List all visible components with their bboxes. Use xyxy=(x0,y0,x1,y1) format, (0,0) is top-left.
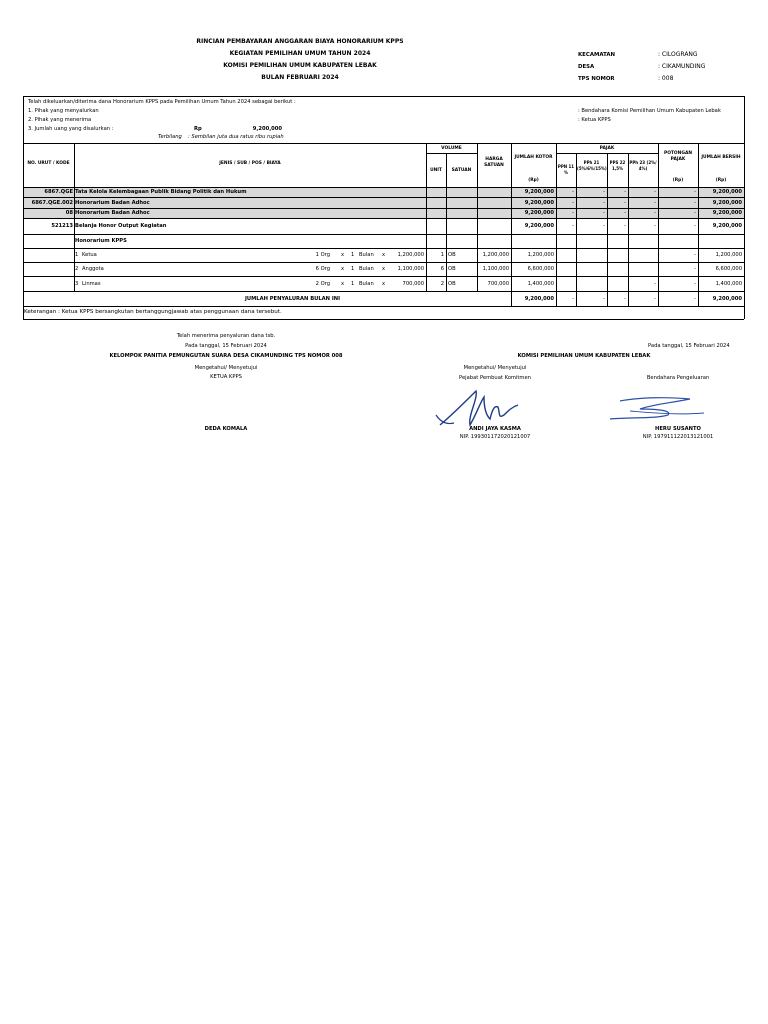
row-pph23: - xyxy=(654,223,656,229)
sub-heading: Honorarium KPPS xyxy=(75,238,127,244)
col-header-jenis: JENIS / SUB / POS / BIAYA xyxy=(219,161,281,166)
detail-bersih: 6,600,000 xyxy=(715,266,742,272)
doc-title-line-4: BULAN FEBRUARI 2024 xyxy=(261,74,339,81)
detail-no: 2 xyxy=(75,266,79,272)
row-pph23: - xyxy=(654,210,656,216)
col-header-volume: VOLUME xyxy=(441,146,462,151)
detail-bulan: Bulan xyxy=(359,281,374,287)
col-header-no: NO. URUT / KODE xyxy=(27,161,70,166)
doc-title-line-1: RINCIAN PEMBAYARAN ANGGARAN BIAYA HONORARIUM KPPS xyxy=(196,38,404,45)
terbilang-value: : Sembilan juta dua ratus ribu rupiah xyxy=(188,134,284,140)
detail-no: 3 xyxy=(75,281,79,287)
row-bersih: 9,200,000 xyxy=(712,200,742,206)
doc-title-line-3: KOMISI PEMILIHAN UMUM KABUPATEN LEBAK xyxy=(223,62,377,69)
tps-label: TPS NOMOR xyxy=(578,76,615,82)
jumlah-disalurkan-value: 9,200,000 xyxy=(252,126,282,132)
total-pps22: - xyxy=(624,296,626,302)
doc-title-line-2: KEGIATAN PEMILIHAN UMUM TAHUN 2024 xyxy=(229,50,371,57)
row-ppn: - xyxy=(572,200,574,206)
penerima-value: : Ketua KPPS xyxy=(578,117,611,123)
detail-rate: 1,200,000 xyxy=(397,252,424,258)
detail-potongan: - xyxy=(694,252,696,258)
desa-label: DESA xyxy=(578,64,595,70)
col-header-harga: HARGA SATUAN xyxy=(484,157,504,168)
col-header-bersih-rp: (Rp) xyxy=(715,178,727,183)
left-role: KETUA KPPS xyxy=(210,374,242,380)
detail-name: Anggota xyxy=(82,266,104,272)
total-pph23: - xyxy=(654,296,656,302)
row-pph23: - xyxy=(654,189,656,195)
row-pph21: - xyxy=(603,223,605,229)
pihak-penerima-label: 2. Pihak yang menerima xyxy=(28,117,92,123)
col-header-pps22: PPS 22 1,5% xyxy=(609,160,626,171)
detail-qty: 6 Org xyxy=(315,266,330,272)
detail-no: 1 xyxy=(75,252,79,258)
detail-x2: x xyxy=(382,252,386,258)
detail-rate: 1,100,000 xyxy=(397,266,424,272)
col-header-kotor: JUMLAH KOTOR xyxy=(514,155,553,160)
col-header-unit: UNIT xyxy=(430,168,442,173)
pihak-penyalur-label: 1. Pihak yang menyalurkan xyxy=(28,108,99,114)
bendahara-signature-icon xyxy=(600,395,710,425)
total-kotor: 9,200,000 xyxy=(524,296,554,302)
right-date: Pada tanggal, 15 Februari 2024 xyxy=(648,343,730,349)
row-ppn: - xyxy=(572,189,574,195)
row-pph21: - xyxy=(603,200,605,206)
detail-qty: 2 Org xyxy=(315,281,330,287)
row-ppn: - xyxy=(572,210,574,216)
detail-qty: 1 Org xyxy=(315,252,330,258)
row-pps22: - xyxy=(624,189,626,195)
row-jenis: Honorarium Badan Adhoc xyxy=(75,210,150,216)
col-header-pph21: PPh 21 (5%/6%/15%) xyxy=(577,160,607,171)
detail-one: 1 xyxy=(351,252,355,258)
detail-unit: 1 xyxy=(440,252,444,258)
kecamatan-label: KECAMATAN xyxy=(578,52,616,58)
jumlah-disalurkan-label: 3. Jumlah uang yang disalurkan : xyxy=(28,126,114,132)
ppk-nip: NIP. 199301172020121007 xyxy=(459,434,531,440)
detail-x1: x xyxy=(341,281,345,287)
row-potongan: - xyxy=(694,189,696,195)
detail-x2: x xyxy=(382,266,386,272)
detail-bulan: Bulan xyxy=(359,266,374,272)
detail-pph23: - xyxy=(654,281,656,287)
row-kotor: 9,200,000 xyxy=(524,210,554,216)
detail-potongan: - xyxy=(694,281,696,287)
right-org: KOMISI PEMILIHAN UMUM KABUPATEN LEBAK xyxy=(517,353,651,359)
detail-x1: x xyxy=(341,252,345,258)
row-potongan: - xyxy=(694,200,696,206)
total-ppn: - xyxy=(572,296,574,302)
col-header-kotor-rp: (Rp) xyxy=(528,178,539,183)
total-bersih: 9,200,000 xyxy=(712,296,742,302)
row-bersih: 9,200,000 xyxy=(712,210,742,216)
detail-potongan: - xyxy=(694,266,696,272)
row-pph21: - xyxy=(603,189,605,195)
detail-unit: 2 xyxy=(440,281,444,287)
total-label: JUMLAH PENYALURAN BULAN INI xyxy=(244,296,341,302)
row-ppn: - xyxy=(572,223,574,229)
row-bersih: 9,200,000 xyxy=(712,223,742,229)
col-header-potongan-rp: (Rp) xyxy=(672,178,684,183)
left-org: KELOMPOK PANITIA PEMUNGUTAN SUARA DESA CIKAMUNDING TPS NOMOR 008 xyxy=(109,353,343,359)
col-header-pph23: PPh 23 (2%/ 4%) xyxy=(629,160,657,171)
col-header-bersih: JUMLAH BERSIH xyxy=(701,155,741,160)
left-received-text: Telah menerima penyaluran dana tsb. xyxy=(176,333,276,339)
row-potongan: - xyxy=(694,210,696,216)
row-pps22: - xyxy=(624,223,626,229)
detail-x2: x xyxy=(382,281,386,287)
row-pph21: - xyxy=(603,210,605,216)
detail-harga: 1,200,000 xyxy=(482,252,509,258)
rp-label: Rp xyxy=(194,126,202,132)
detail-x1: x xyxy=(341,266,345,272)
detail-kotor: 6,600,000 xyxy=(527,266,554,272)
detail-name: Ketua xyxy=(82,252,97,258)
row-kotor: 9,200,000 xyxy=(524,200,554,206)
detail-rate: 700,000 xyxy=(402,281,424,287)
col-header-ppn: PPN 11 % xyxy=(557,164,575,175)
row-bersih: 9,200,000 xyxy=(712,189,742,195)
intro-line: Telah dikeluarkan/diterima dana Honorarium KPPS pada Pemilihan Umum Tahun 2024 sebagai berikut : xyxy=(28,99,296,105)
bendahara-nip: NIP. 197911122013121001 xyxy=(642,434,714,440)
detail-satuan: OB xyxy=(448,252,456,258)
row-jenis: Belanja Honor Output Kegiatan xyxy=(75,223,167,229)
col-header-pajak: PAJAK xyxy=(599,146,615,151)
col-header-satuan: SATUAN xyxy=(451,168,472,173)
row-potongan: - xyxy=(694,223,696,229)
right-approve: Mengetahui/ Menyetujui xyxy=(463,365,527,371)
ppk-name: ANDI JAYA KASMA xyxy=(469,426,521,432)
row-kode: 6867.QGE xyxy=(44,189,73,195)
detail-bersih: 1,200,000 xyxy=(715,252,742,258)
ppk-role: Pejabat Pembuat Komitmen xyxy=(459,375,531,381)
bendahara-role: Bendahara Pengeluaran xyxy=(646,375,710,381)
left-date: Pada tanggal, 15 Februari 2024 xyxy=(185,343,267,349)
detail-kotor: 1,200,000 xyxy=(527,252,554,258)
detail-one: 1 xyxy=(351,281,355,287)
desa-value: : CIKAMUNDING xyxy=(658,63,706,70)
left-name: DEDA KOMALA xyxy=(204,426,248,432)
row-pps22: - xyxy=(624,200,626,206)
row-pps22: - xyxy=(624,210,626,216)
detail-one: 1 xyxy=(351,266,355,272)
row-jenis: Tata Kelola Kelembagaan Publik Bidang Politik dan Hukum xyxy=(75,189,247,195)
detail-bersih: 1,400,000 xyxy=(715,281,742,287)
row-pph23: - xyxy=(654,200,656,206)
left-approve: Mengetahui/ Menyetujui xyxy=(194,365,258,371)
penyalur-value: : Bendahara Komisi Pemilihan Umum Kabupaten Lebak xyxy=(578,108,721,114)
terbilang-label: Terbilang xyxy=(158,134,182,140)
row-kode: 6867.QGE.002 xyxy=(31,200,73,206)
detail-bulan: Bulan xyxy=(359,252,374,258)
detail-harga: 1,100,000 xyxy=(482,266,509,272)
total-potongan: - xyxy=(694,296,696,302)
row-kode: 521213 xyxy=(51,223,73,229)
detail-kotor: 1,400,000 xyxy=(527,281,554,287)
detail-satuan: OB xyxy=(448,266,456,272)
total-pph21: - xyxy=(603,296,605,302)
row-kotor: 9,200,000 xyxy=(524,223,554,229)
detail-satuan: OB xyxy=(448,281,456,287)
tps-value: : 008 xyxy=(658,75,674,82)
keterangan: Keterangan : Ketua KPPS bersangkutan bertanggungjawab atas penggunaan dana tersebut. xyxy=(24,309,282,315)
col-header-potongan: POTONGAN PAJAK xyxy=(663,151,693,162)
detail-unit: 6 xyxy=(440,266,444,272)
row-kode: 08 xyxy=(65,210,73,216)
bendahara-name: HERU SUSANTO xyxy=(655,426,701,432)
row-kotor: 9,200,000 xyxy=(524,189,554,195)
row-jenis: Honorarium Badan Adhoc xyxy=(75,200,150,206)
detail-name: Linmas xyxy=(82,281,101,287)
kecamatan-value: : CILOGRANG xyxy=(658,51,698,58)
detail-harga: 700,000 xyxy=(487,281,509,287)
